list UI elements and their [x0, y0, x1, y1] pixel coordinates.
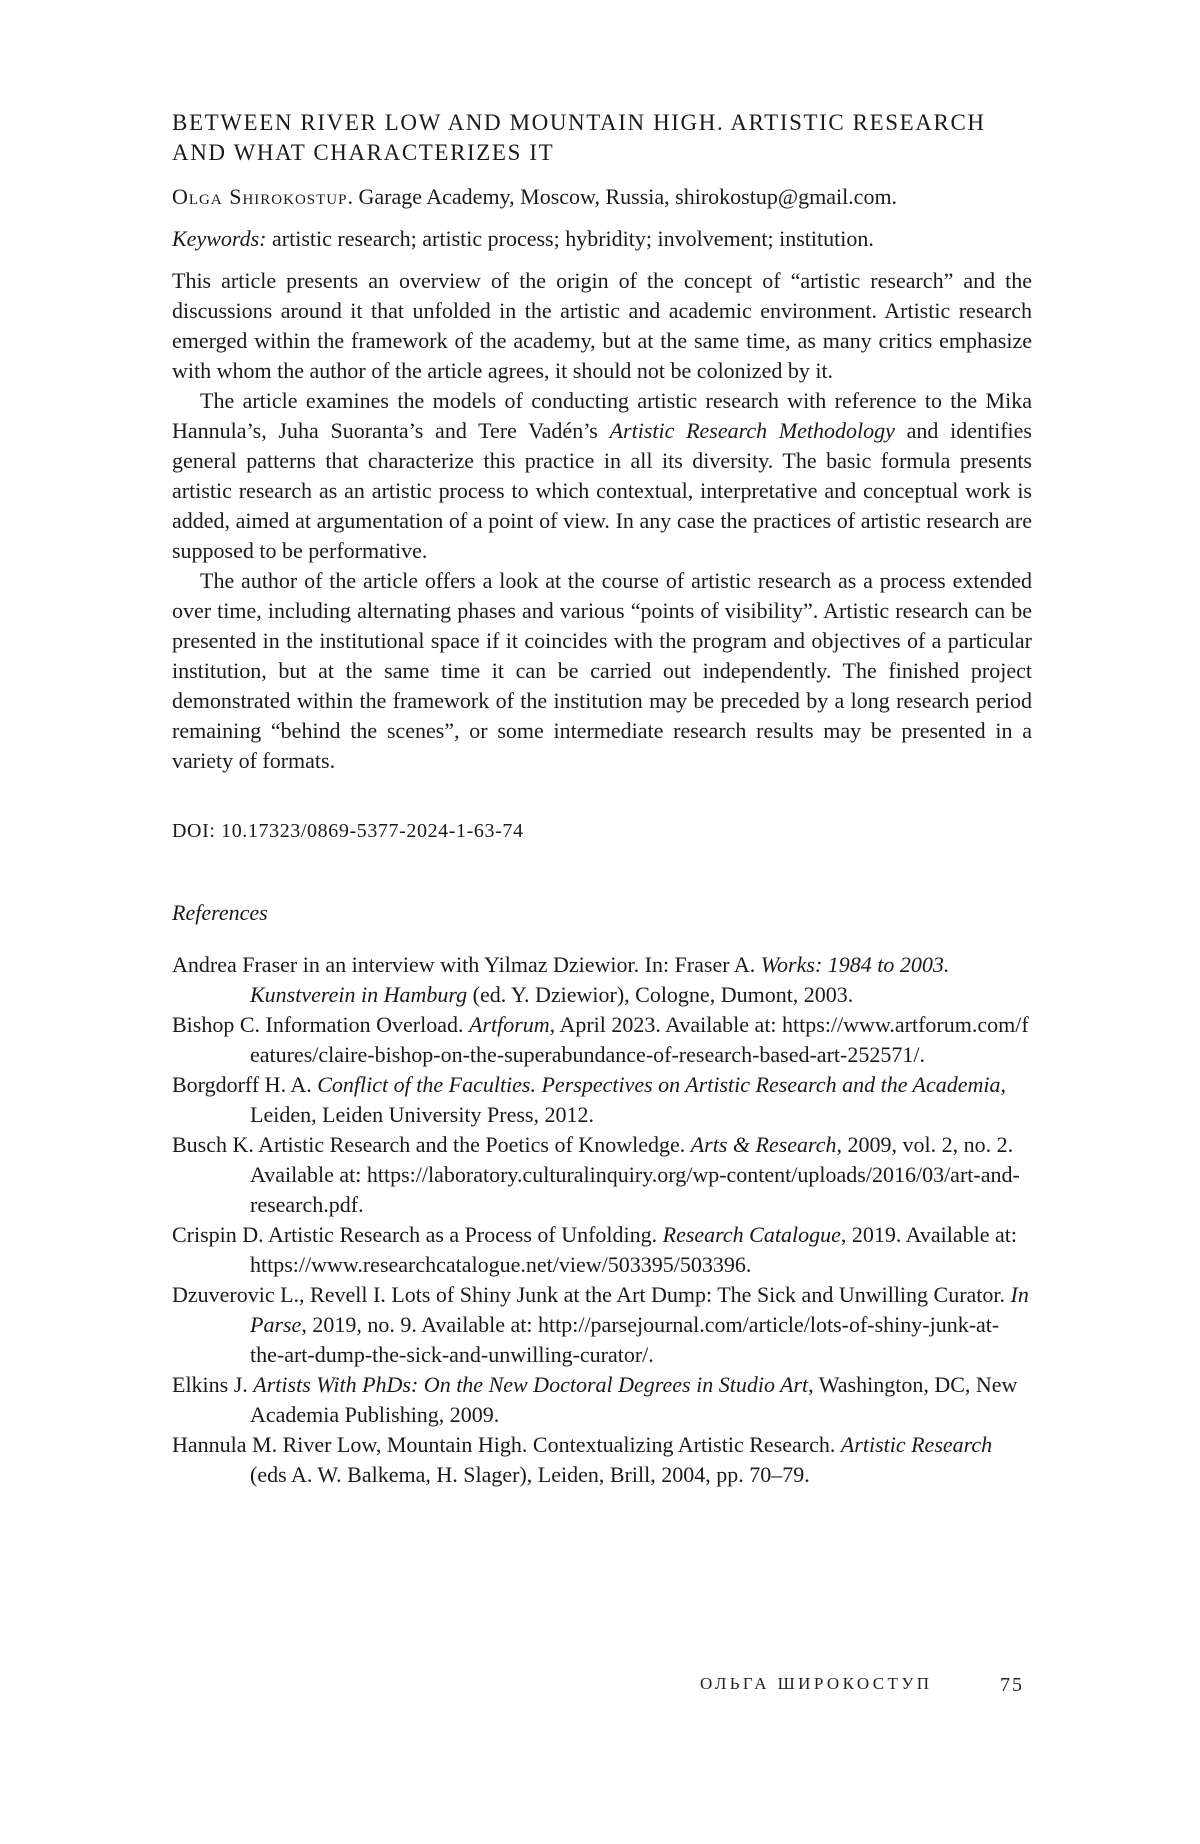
reference-item: Hannula M. River Low, Mountain High. Contextualizing Artistic Research. Artistic Research (eds A. W. Balkema, H. Slager), Leiden, Brill, 2004, pp. 70–79. — [172, 1432, 993, 1487]
abstract-paragraph: This article presents an overview of the origin of the concept of “artistic research” and the discussions around it that unfolded in the artistic and academic environment. Artistic research emerged within the framework of the academy, but at the same time, as many critics emphasize with whom the author of the article agrees, it should not be colonized by it. — [172, 268, 1032, 383]
running-head: ОЛЬГА ШИРОКОСТУП — [700, 1674, 933, 1693]
doi: DOI: 10.17323/0869-5377-2024-1-63-74 — [172, 820, 524, 842]
author-byline — [172, 182, 1032, 212]
page-number: 75 — [1000, 1674, 1024, 1696]
keywords-text: artistic research; artistic process; hybridity; involvement; institution. — [266, 226, 874, 251]
reference-item: Elkins J. Artists With PhDs: On the New Doctoral Degrees in Studio Art, Washington, DC, New Academia Publishing, 2009. — [172, 1372, 1018, 1427]
references-heading: References — [172, 900, 268, 925]
keywords — [172, 224, 1032, 254]
reference-item: Bishop C. Information Overload. Artforum, April 2023. Available at: https://www.artforum.com/features/claire-bishop-on-the-superabundance-of-research-based-art-252571/. — [172, 1012, 1029, 1067]
reference-item: Busch K. Artistic Research and the Poetics of Knowledge. Arts & Research, 2009, vol. 2, no. 2. Available at: https://laboratory.culturalinquiry.org/wp-content/uploads/2016/03/art-and-research.pdf. — [172, 1132, 1020, 1217]
keywords-label: Keywords: — [172, 226, 267, 251]
abstract-paragraph: The article examines the models of conducting artistic research with reference to the Mika Hannula’s, Juha Suoranta’s and Tere Vadén’s Artistic Research Methodology and identifies general patterns that characterize this practice in all its diversity. The basic formula presents artistic research as an artistic process to which contextual, interpretative and conceptual work is added, aimed at argumentation of a point of view. In any case the practices of artistic research are supposed to be performative. — [172, 388, 1032, 563]
author-name: Olga Shirokostup — [172, 184, 348, 209]
page-footer — [700, 1674, 1032, 1694]
article-title: BETWEEN RIVER LOW AND MOUNTAIN HIGH. ARTISTIC RESEARCH AND WHAT CHARACTERIZES IT — [172, 110, 986, 165]
reference-item: Andrea Fraser in an interview with Yilmaz Dziewior. In: Fraser A. Works: 1984 to 2003. Kunstverein in Hamburg (ed. Y. Dziewior), Cologne, Dumont, 2003. — [172, 952, 950, 1007]
abstract-paragraph: The author of the article offers a look at the course of artistic research as a process extended over time, including alternating phases and various “points of visibility”. Artistic research can be presented in the institutional space if it coincides with the program and objectives of a particular institution, but at the same time it can be carried out independently. The finished project demonstrated within the framework of the institution may be preceded by a long research period remaining “behind the scenes”, or some intermediate research results may be presented in a variety of formats. — [172, 568, 1032, 773]
abstract — [172, 266, 1032, 776]
reference-item: Crispin D. Artistic Research as a Process of Unfolding. Research Catalogue, 2019. Available at: https://www.researchcatalogue.net/view/503395/503396. — [172, 1222, 1018, 1277]
author-affiliation: . Garage Academy, Moscow, Russia, shirokostup@gmail.com. — [347, 184, 898, 209]
reference-item: Dzuverovic L., Revell I. Lots of Shiny Junk at the Art Dump: The Sick and Unwilling Curator. In Parse, 2019, no. 9. Available at: http://parsejournal.com/article/lots-of-shiny-junk-at-the-art-dump-the-sick-and-unwilling-curator/. — [172, 1282, 1029, 1367]
references-list — [172, 950, 1032, 1490]
reference-item: Borgdorff H. A. Conflict of the Faculties. Perspectives on Artistic Research and the Academia, Leiden, Leiden University Press, 2012. — [172, 1072, 1007, 1127]
article-page — [172, 108, 1032, 1490]
